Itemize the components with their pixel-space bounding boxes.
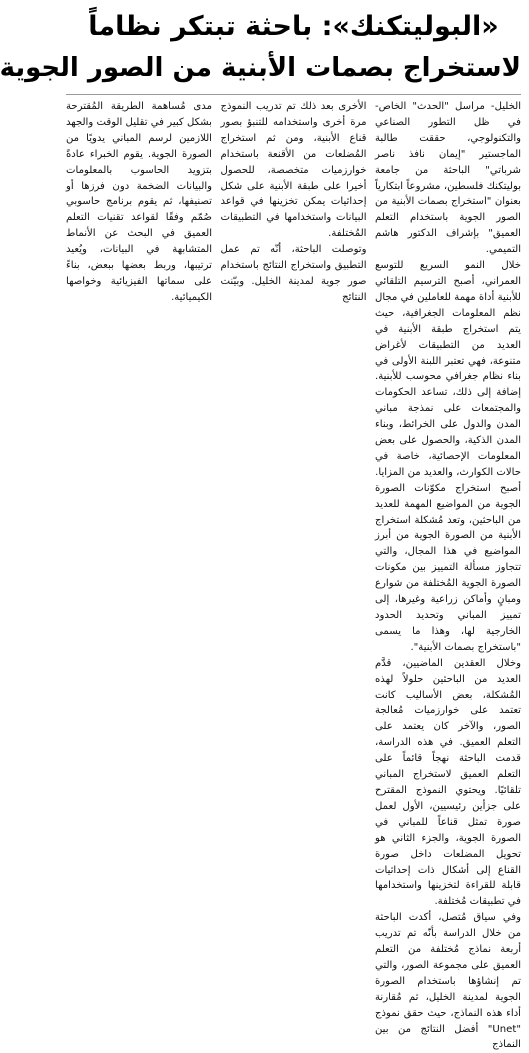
paragraph: وفي سياق مُتصل، أكدت الباحثة من خلال الدراسة بأنّه تم تدريب أربعة نماذج مُختلفة من التعلم العميق على مجموعة الصور، والتي تم إنشاؤها باستخدام الصورة الجوية لمدينة الخليل، ثم مُقارنة أداء هذه النماذج، حيث حقق نموذج "Unet" أفضل النتائج من بين النماذج xyxy=(375,912,521,1051)
headline-divider xyxy=(66,94,521,95)
paragraph: وتوصلت الباحثة، أنّه تم عمل التطبيق واستخراج النتائج باستخدام صور جوية لمدينة الخليل. وبيّنت النتائج xyxy=(220,244,367,303)
column-left xyxy=(66,99,212,303)
paragraph: الخليل- مراسل "الحدث" الخاص- في ظل التطور الصناعي والتكنولوجي، حققت طالبة الماجستير "إيمان نافذ ناصر شرباتي" الباحثة من جامعة بوليتكنك فلسطين، مشروعاً ابتكارياً بعنوان "استخراج بصمات الأبنية من الصور الجوية باستخدام التعلم العميق" بإشراف الدكتور هاشم التميمي. xyxy=(375,101,521,256)
article-body xyxy=(66,99,521,1051)
column-middle xyxy=(220,99,367,303)
paragraph: خلال النمو السريع للتوسع العمراني، أصبح الترسيم التلقائي للأبنية أداة مهمة للعاملين في مجال نظم المعلومات الجغرافية، حيث يتم استخراج طبقة الأبنية في العديد من التطبيقات لأغراض متنوعة، فهي تعتبر اللبنة الأولى في بناء نظام جغرافي محوسب للأبنية. إضافة إلى ذلك، تساعد الحكومات والمجتمعات على نمذجة مباني المدن والدول على الخرائط، وبناء المدن الذكية، والحصول على بعض المعلومات الإحصائية، خاصة في حالات الكوارث، والعديد من المزايا. xyxy=(375,260,521,478)
headline-line-2: لاستخراج بصمات الأبنية من الصور الجوية xyxy=(0,53,521,83)
paragraph: أصبح استخراج مكوّنات الصورة الجوية من المواضيع المهمة للعديد من الباحثين، وتعد مُشكلة استخراج الأبنية من الصورة الجوية من أبرز المواضيع في هذا المجال، والتي تتجاوز مسألة التمييز بين مكونات الصورة الجوية المُختلفة من شوارع ومبانٍ وأماكن زراعية وغيرها، إلى تمييز المباني وتحديد الحدود الخارجية لها، وهذا ما يسمى "باستخراج بصمات الأبنية". xyxy=(375,482,521,653)
headline-line-1: «البوليتكنك»: باحثة تبتكر نظاماً xyxy=(88,11,499,42)
column-right xyxy=(375,99,521,1051)
paragraph: مدى مُساهمة الطريقة المُقترحة بشكل كبير في تقليل الوقت والجهد اللازمين لرسم المباني يدويًا من الصورة الجوية. يقوم الخبراء عادةً بتزويد الحاسوب بالمعلومات والبيانات الضخمة دون فرزها أو تصنيفها، ثم يقوم برنامج حاسوبي صُمّم وفقًا لقواعد تقنيات التعلم العميق في البحث عن الأنماط المتشابهة في البيانات، ويُعيد ترتيبها، وربط بعضها ببعض، بناءً على سماتها الفيزيائية وخواصها الكيميائية. xyxy=(66,101,212,303)
paragraph: الأخرى بعد ذلك تم تدريب النموذج مرة أخرى واستخدامه للتنبؤ بصور قناع الأبنية، ومن ثم استخراج المُضلعات من الأقنعة باستخدام خوارزميات متخصصة، للحصول أخيرا على طبقة الأبنية على شكل إحداثيات يمكن تخزينها في قواعد البيانات واستخدامها في التطبيقات المُختلفة. xyxy=(220,101,367,240)
article-headline xyxy=(0,6,521,88)
paragraph: وخلال العقدين الماضيين، قدَّم العديد من الباحثين حلولاً لهذه المُشكلة، بعض الأساليب كانت تعتمد على خوارزميات مُعالجة الصور، والآخر كان يعتمد على التعلم العميق. في هذه الدراسة، قدمت الباحثة نهجاً قائماً على التعلم العميق لاستخراج المباني تلقائيًا. ويحتوي النموذج المقترح على جزأين رئيسيين، الأول لعمل صورة تمثل قناعاً للمباني في الصورة الجوية، والجزء الثاني هو تحويل المضلعات داخل صورة القناع إلى أشكال ذات إحداثيات قابلة للقراءة لتخزينها واستخدامها في تطبيقات مُختلفة. xyxy=(375,657,521,908)
